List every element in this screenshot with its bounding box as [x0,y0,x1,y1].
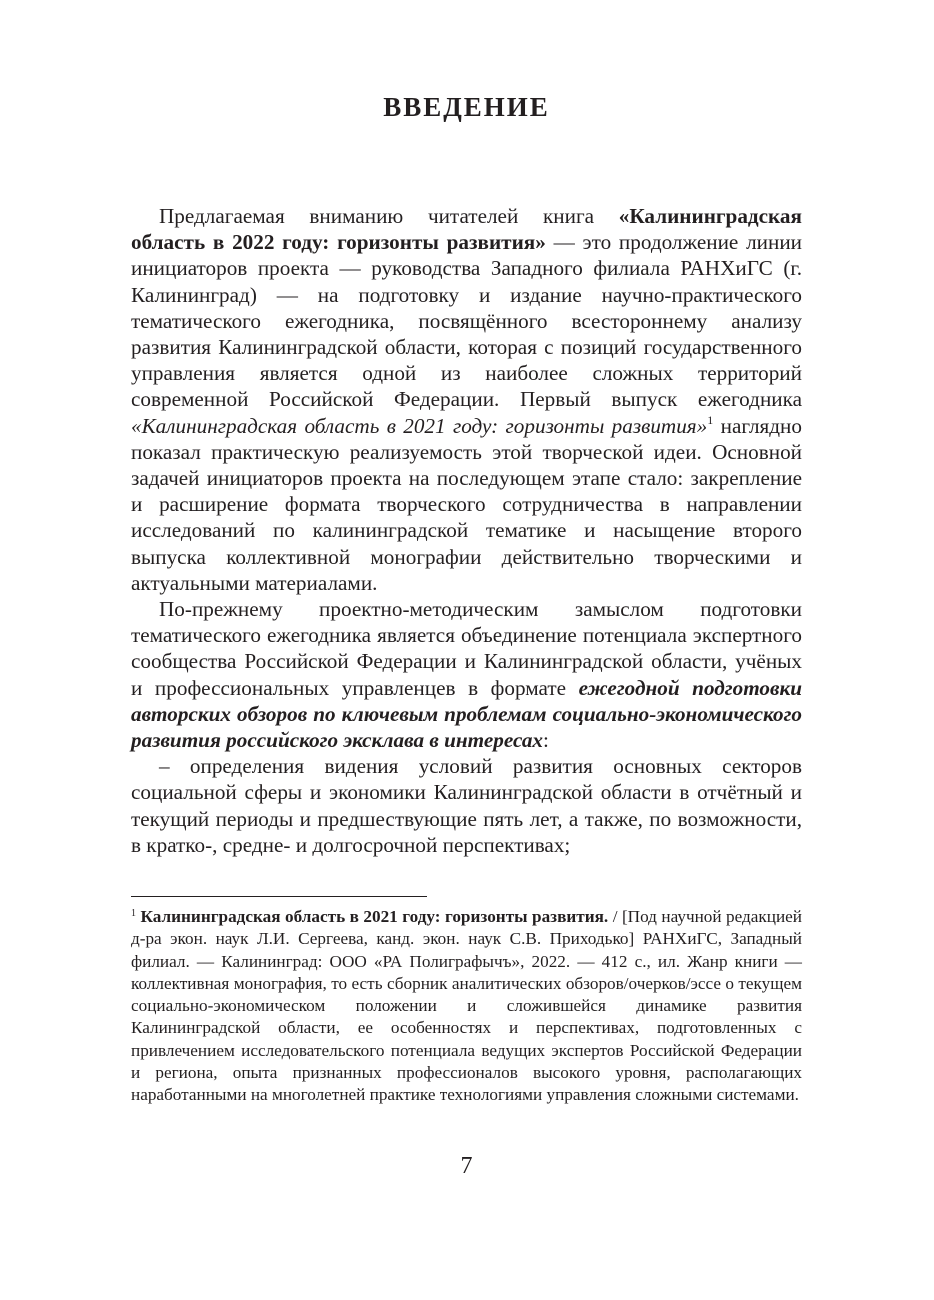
paragraph-2 [131,596,802,753]
book-title: «Калининградская область в 2022 году: горизонты развития» [131,204,802,255]
footnote [131,906,802,1107]
page-title: ВВЕДЕНИЕ [383,92,550,122]
paragraph-1-middle: — это продолжение линии инициаторов проекта — руководства Западного филиала РАНХиГС (г. Калининград) — на подготовку и издание научно-практического тематического ежегодника, посвящённого всестороннему анализу развития Калининградской области, которая с позиций государственного управления является одной из наиболее сложных территорий современной Российской Федерации. Первый выпуск ежегодника [131,230,802,412]
paragraph-2-emphasis: ежегодной подготовки авторских обзоров по ключевым проблемам социально-экономического развития российского эксклава в интересах [131,675,802,753]
footnote-text: / [Под научной редакцией д-ра экон. наук Л.И. Сергеева, канд. экон. наук С.В. Приходько] РАНХиГС, Западный филиал. — Калининград: ООО «РА Полиграфычъ», 2022. — 412 с., ил. Жанр книги — коллективная монография, то есть сборник аналитических обзоров/очерков/эссе о текущем социально-экономическом положении и сложившейся динамике развития Калининградской области, ее особенностях и перспективах, подготовленных с привлечением исследовательского потенциала ведущих экспертов Российской Федерации и региона, опыта признанных профессионалов высокого уровня, располагающих наработанными на многолетней практике технологиями управления сложными системами. [131,907,802,1105]
footnote-marker: 1 [131,908,136,919]
footnote-reference[interactable]: 1 [707,412,714,427]
paragraph-2-intro: По-прежнему проектно-методическим замыслом подготовки тематического ежегодника является объединение потенциала экспертного сообщества Российской Федерации и Калининградской области, учёных и профессиональных управленцев в формате [131,597,802,700]
paragraph-1-end: наглядно показал практическую реализуемость этой творческой идеи. Основной задачей инициаторов проекта на последующем этапе стало: закрепление и расширение формата творческого сотрудничества в направлении исследований по калининградской тематике и насыщение второго выпуска коллективной монографии действительно творческими и актуальными материалами. [131,413,802,595]
paragraph-1 [131,203,802,596]
main-text [131,203,802,858]
paragraph-1-intro: Предлагаемая вниманию читателей книга [159,204,619,228]
page-number: 7 [460,1153,473,1179]
paragraph-2-end: : [543,728,549,753]
first-issue-title: «Калининградская область в 2021 году: горизонты развития» [131,413,708,438]
footnote-title: Калининградская область в 2021 году: горизонты развития. [140,907,609,926]
list-item: – определения видения условий развития основных секторов социальной сферы и экономики Калининградской области в отчётный и текущий периоды и предшествующие пять лет, а также, по возможности, в кратко-, средне- и долгосрочной перспективах; [131,754,802,857]
footnote-divider [131,896,427,897]
